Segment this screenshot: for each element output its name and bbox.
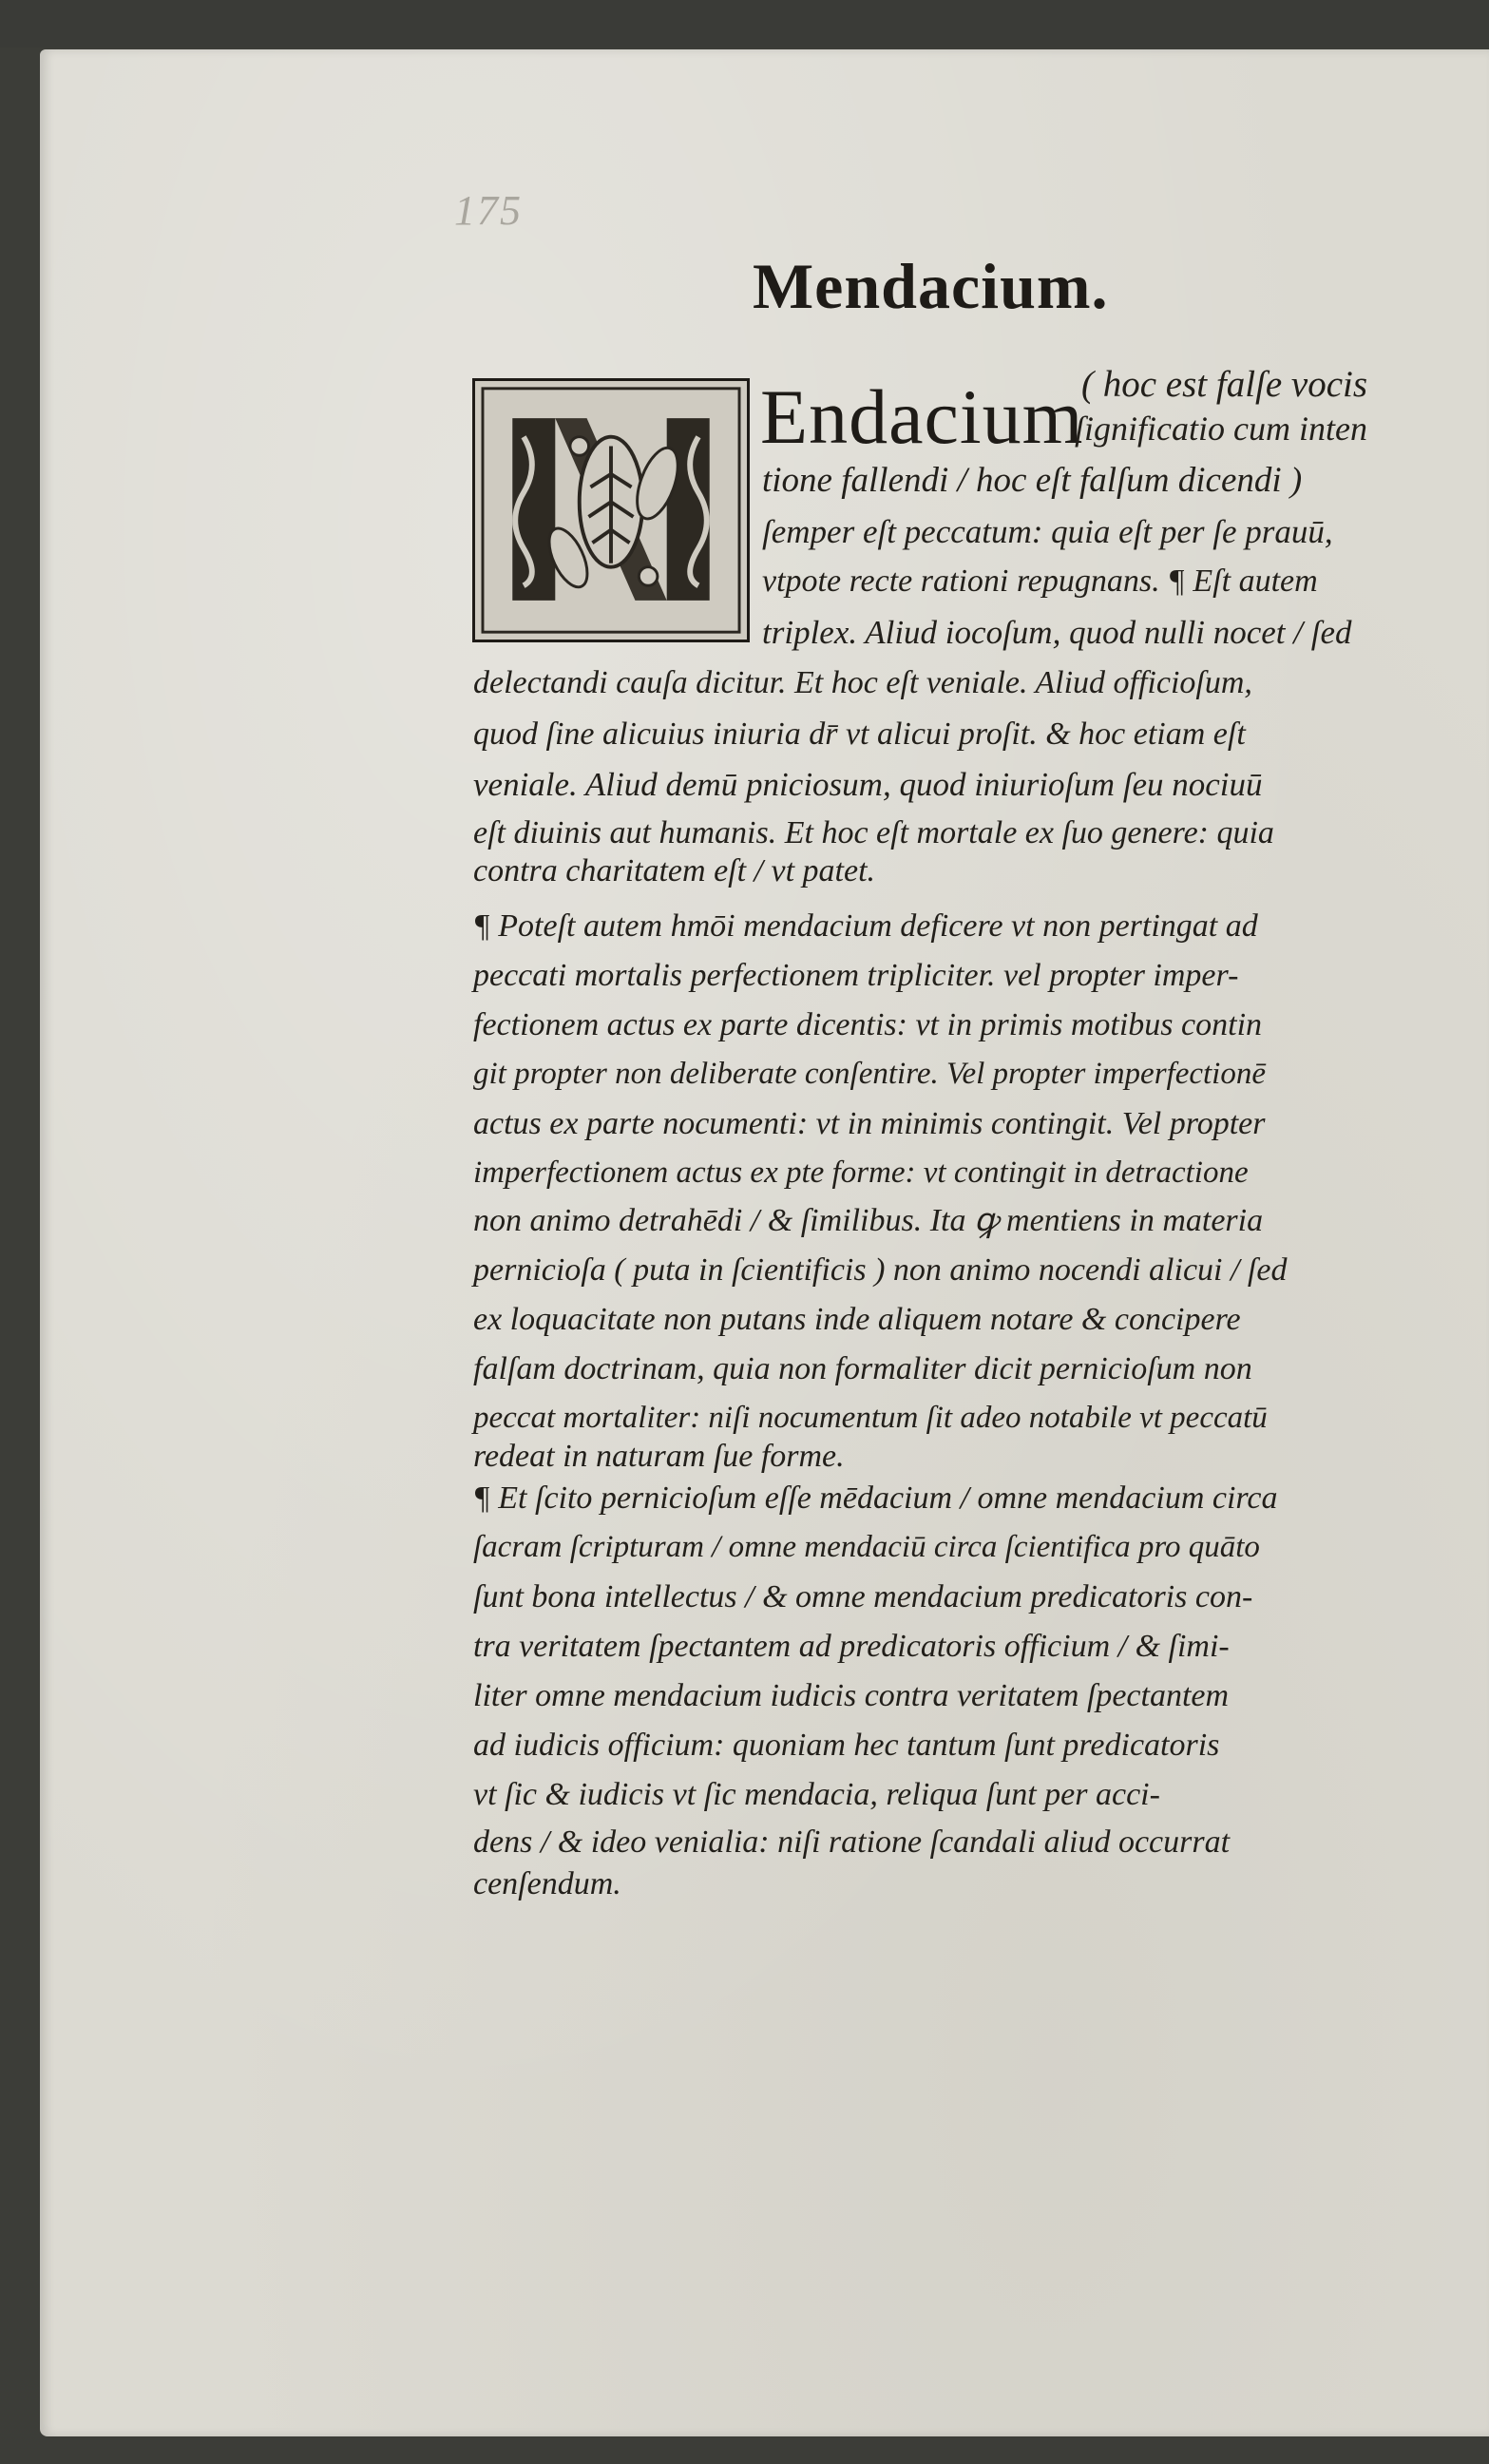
text-line: pernicioſa ( puta in ſcientificis ) non animo nocendi alicui / ſed: [473, 1252, 1288, 1288]
decorated-initial-m: [472, 378, 750, 642]
scanner-edge: [0, 0, 1489, 48]
text-line: actus ex parte nocumenti: vt in minimis contingit. Vel propter: [473, 1106, 1266, 1141]
text-line: peccati mortalis perfectionem tripliciter. vel propter imper-: [473, 958, 1239, 993]
text-line: peccat mortaliter: niſi nocumentum ſit adeo notabile vt peccatū: [473, 1401, 1268, 1435]
text-line: ad iudicis officium: quoniam hec tantum ſunt predicatoris: [473, 1728, 1220, 1763]
folio-number: 175: [454, 187, 523, 234]
text-line: ſacram ſcripturam / omne mendaciū circa ſcientifica pro quāto: [473, 1530, 1260, 1564]
text-line: falſam doctrinam, quia non formaliter dicit pernicioſum non: [473, 1351, 1252, 1386]
text-line: redeat in naturam ſue forme.: [473, 1439, 845, 1474]
text-line: dens / & ideo venialia: niſi ratione ſcandali aliud occurrat: [473, 1824, 1231, 1860]
text-line: tione fallendi / hoc eſt falſum dicendi ): [762, 461, 1303, 500]
ornament-initial-icon: [475, 381, 747, 640]
text-line: ex loquacitate non putans inde aliquem notare & concipere: [473, 1302, 1241, 1337]
text-line: ſignificatio cum inten: [1075, 410, 1367, 448]
text-line: delectandi cauſa dicitur. Et hoc eſt veniale. Aliud officioſum,: [473, 665, 1252, 700]
text-line: ¶ Poteſt autem hmōi mendacium deficere vt non pertingat ad: [473, 908, 1258, 944]
text-line: quod ſine alicuius iniuria dr̄ vt alicui proſit. & hoc etiam eſt: [473, 716, 1246, 752]
text-line: imperfectionem actus ex pte forme: vt contingit in detractione: [473, 1156, 1249, 1190]
text-line: contra charitatem eſt / vt patet.: [473, 853, 876, 888]
text-line: fectionem actus ex parte dicentis: vt in primis motibus contin: [473, 1007, 1263, 1042]
text-line: vtpote recte rationi repugnans. ¶ Eſt autem: [762, 563, 1318, 599]
text-line: tra veritatem ſpectantem ad predicatoris officium / & ſimi-: [473, 1629, 1230, 1664]
text-line: ( hoc est falſe vocis: [1081, 364, 1368, 405]
text-line: veniale. Aliud demū pniciosum, quod iniurioſum ſeu nociuū: [473, 766, 1263, 803]
text-line: triplex. Aliud iocoſum, quod nulli nocet / ſed: [762, 614, 1352, 651]
page-heading: Mendacium.: [753, 250, 1109, 322]
text-line: git propter non deliberate conſentire. Vel propter imperfectionē: [473, 1057, 1266, 1091]
text-line: ¶ Et ſcito pernicioſum eſſe mēdacium / omne mendacium circa: [473, 1480, 1278, 1516]
text-line: cenſendum.: [473, 1866, 621, 1901]
text-line: ſemper eſt peccatum: quia eſt per ſe prauū,: [762, 513, 1333, 550]
text-line: non animo detrahēdi / & ſimilibus. Ita ꝙ mentiens in materia: [473, 1203, 1264, 1238]
text-line: ſunt bona intellectus / & omne mendacium predicatoris con-: [473, 1579, 1253, 1614]
text-line: eſt diuinis aut humanis. Et hoc eſt mortale ex ſuo genere: quia: [473, 815, 1274, 850]
text-line: liter omne mendacium iudicis contra veritatem ſpectantem: [473, 1678, 1230, 1713]
opening-word: Endacium: [760, 373, 1084, 460]
text-line: vt ſic & iudicis vt ſic mendacia, reliqua ſunt per acci-: [473, 1777, 1160, 1812]
